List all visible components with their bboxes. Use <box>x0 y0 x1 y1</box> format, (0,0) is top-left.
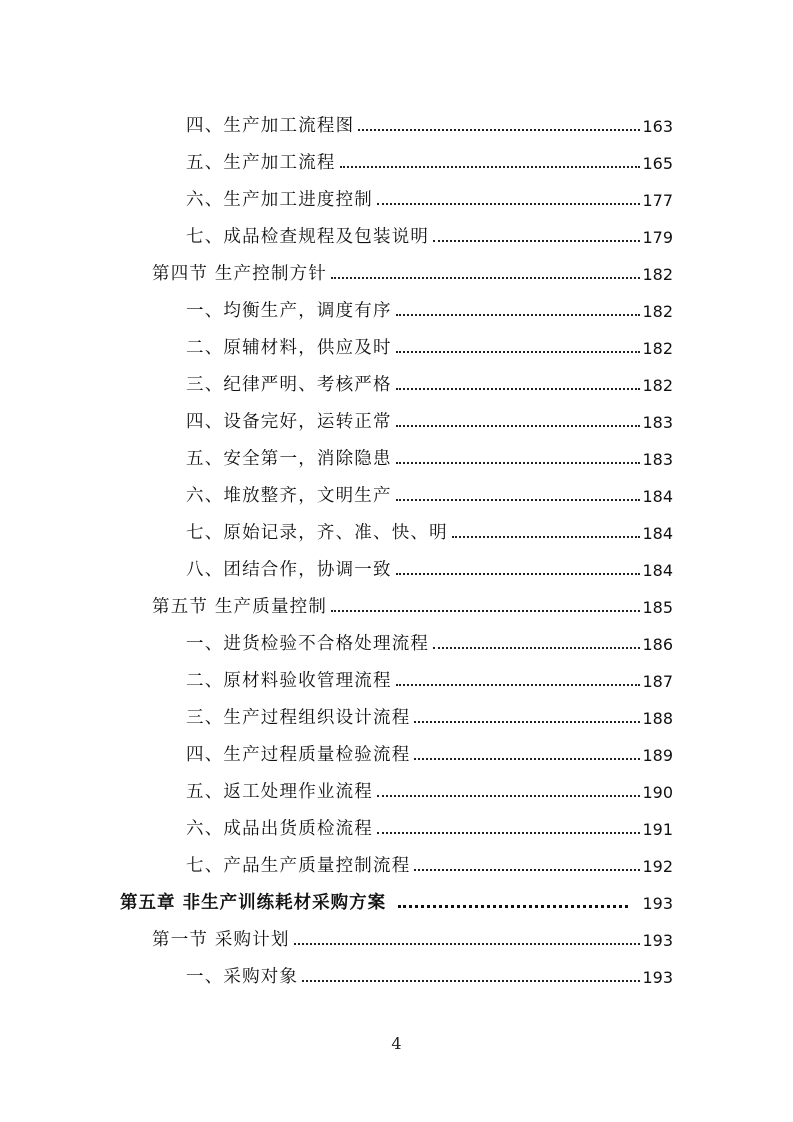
toc-entry-label: 二、原材料验收管理流程 <box>186 670 392 691</box>
toc-entry-label: 七、产品生产质量控制流程 <box>186 855 411 876</box>
toc-entry-section[interactable] <box>152 248 673 285</box>
toc-page-number: 192 <box>642 857 673 876</box>
toc-page-number: 183 <box>642 413 673 432</box>
dot-leader <box>294 943 641 945</box>
toc-page-number: 182 <box>642 302 673 321</box>
toc-entry-label: 五、返工处理作业流程 <box>186 781 373 802</box>
toc-page-number: 182 <box>642 339 673 358</box>
toc-entry-label: 五、安全第一，消除隐患 <box>186 448 392 469</box>
dot-leader <box>340 166 641 168</box>
toc-entry[interactable] <box>186 285 673 322</box>
toc-entry-label: 第五节 生产质量控制 <box>152 596 328 617</box>
toc-entry-label: 七、原始记录，齐、准、快、明 <box>186 522 448 543</box>
toc-entry[interactable] <box>186 470 673 507</box>
toc-entry[interactable] <box>186 692 673 729</box>
dot-leader <box>331 610 640 612</box>
dot-leader <box>396 684 641 686</box>
toc-page-number: 179 <box>642 228 673 247</box>
toc-entry-label: 五、生产加工流程 <box>186 152 336 173</box>
toc-page-number: 190 <box>642 783 673 802</box>
dot-leader <box>396 388 641 390</box>
toc-page-number: 193 <box>642 931 673 950</box>
toc-entry-label: 三、纪律严明、考核严格 <box>186 374 392 395</box>
toc-page-number: 182 <box>642 265 673 284</box>
toc-entry-label: 第一节 采购计划 <box>152 929 290 950</box>
dot-leader <box>414 758 640 760</box>
dot-leader <box>414 721 640 723</box>
toc-entry-chapter[interactable] <box>120 877 673 914</box>
dot-leader <box>302 980 640 982</box>
toc-page-number: 183 <box>642 450 673 469</box>
toc-entry-section[interactable] <box>152 914 673 951</box>
toc-entry-label: 八、团结合作，协调一致 <box>186 559 392 580</box>
dot-leader <box>377 832 640 834</box>
toc-page-number: 184 <box>642 524 673 543</box>
toc-page-number: 189 <box>642 746 673 765</box>
dot-leader <box>396 499 641 501</box>
toc-entry-label: 第五章 非生产训练耗材采购方案 <box>120 892 387 913</box>
toc-entry[interactable] <box>186 322 673 359</box>
toc-entry[interactable] <box>186 396 673 433</box>
toc-entry-label: 六、堆放整齐，文明生产 <box>186 485 392 506</box>
dot-leader <box>433 647 640 649</box>
toc-entry-label: 二、原辅材料，供应及时 <box>186 337 392 358</box>
toc-page-number: 184 <box>642 487 673 506</box>
dot-leader <box>396 462 641 464</box>
toc-page-number: 182 <box>642 376 673 395</box>
toc-entry[interactable] <box>186 618 673 655</box>
toc-page-number: 187 <box>642 672 673 691</box>
dot-leader <box>396 425 641 427</box>
toc-entry[interactable] <box>186 840 673 877</box>
toc-entry-label: 第四节 生产控制方针 <box>152 263 328 284</box>
dot-leader <box>358 129 640 131</box>
toc-entry-label: 七、成品检查规程及包装说明 <box>186 226 430 247</box>
toc-entry[interactable] <box>186 211 673 248</box>
toc-entry-label: 四、生产加工流程图 <box>186 115 355 136</box>
toc-page-number: 177 <box>642 191 673 210</box>
toc-entry-label: 一、采购对象 <box>186 966 299 987</box>
toc-entry[interactable] <box>186 359 673 396</box>
toc-entry[interactable] <box>186 766 673 803</box>
dot-leader <box>396 314 641 316</box>
toc-entry-label: 四、设备完好，运转正常 <box>186 411 392 432</box>
toc-entry[interactable] <box>186 433 673 470</box>
toc-page-number: 165 <box>642 154 673 173</box>
toc-entry-label: 四、生产过程质量检验流程 <box>186 744 411 765</box>
toc-entry[interactable] <box>186 174 673 211</box>
dot-leader <box>414 869 640 871</box>
dot-leader <box>377 203 640 205</box>
toc-page-number: 188 <box>642 709 673 728</box>
toc-entry[interactable] <box>186 100 673 137</box>
toc-entry-section[interactable] <box>152 581 673 618</box>
toc-page-number: 184 <box>642 561 673 580</box>
toc-entry-label: 一、进货检验不合格处理流程 <box>186 633 430 654</box>
toc-entry-label: 六、成品出货质检流程 <box>186 818 373 839</box>
dot-leader <box>452 536 641 538</box>
toc-entry-label: 三、生产过程组织设计流程 <box>186 707 411 728</box>
toc-entry[interactable] <box>186 544 673 581</box>
toc-entry[interactable] <box>186 655 673 692</box>
dot-leader <box>377 795 640 797</box>
dot-leader <box>396 351 641 353</box>
toc-entry-label: 一、均衡生产，调度有序 <box>186 300 392 321</box>
toc-entry[interactable] <box>186 137 673 174</box>
toc-entry-label: 六、生产加工进度控制 <box>186 189 373 210</box>
dot-leader <box>433 240 640 242</box>
toc-entry[interactable] <box>186 951 673 988</box>
dot-leader <box>396 573 641 575</box>
dot-leader <box>398 905 628 908</box>
toc-page-number: 191 <box>642 820 673 839</box>
toc-entry[interactable] <box>186 729 673 766</box>
toc-entry[interactable] <box>186 803 673 840</box>
toc-page-number: 163 <box>642 117 673 136</box>
toc-page-number: 185 <box>642 598 673 617</box>
dot-leader <box>331 277 640 279</box>
toc-page-number: 193 <box>642 968 673 987</box>
page-number-footer: 4 <box>391 1034 402 1053</box>
toc-page-number: 186 <box>642 635 673 654</box>
toc-entry[interactable] <box>186 507 673 544</box>
toc-page-number: 193 <box>642 894 673 913</box>
